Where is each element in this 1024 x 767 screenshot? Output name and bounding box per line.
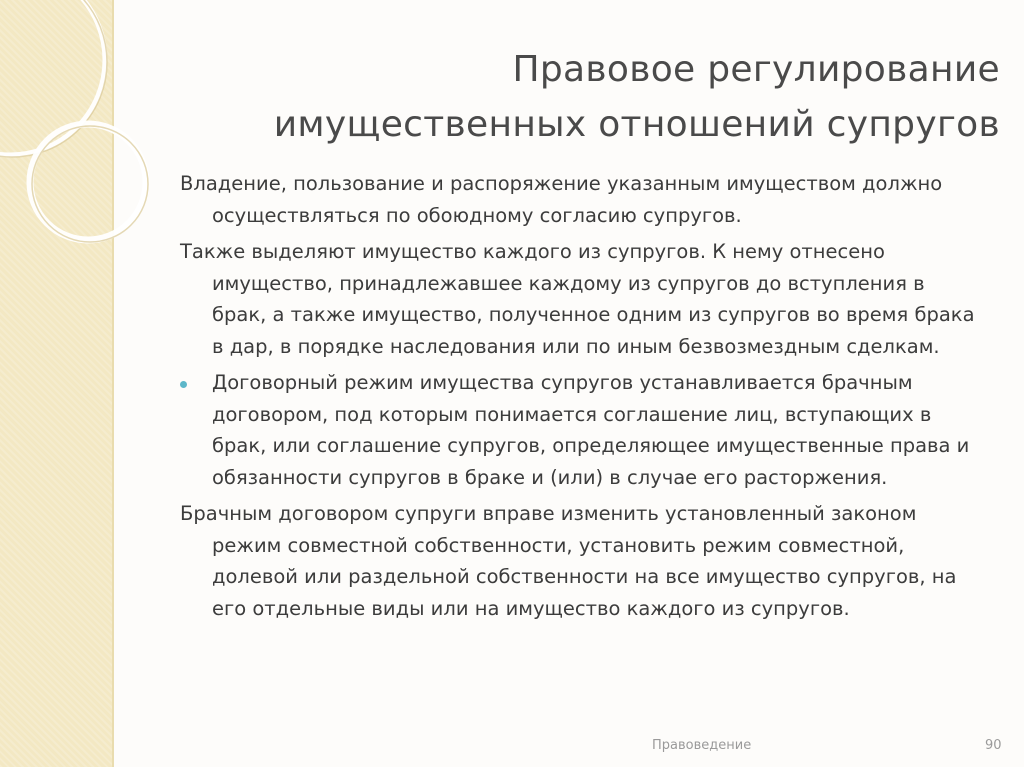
- page-number: 90: [985, 738, 1002, 753]
- decorative-rings: [0, 0, 140, 320]
- paragraph-4: Брачным договором супруги вправе изменить установленный законом режим совместной собственности, установить режим совместной, долевой или раздельной собственности на все имущество супругов, на его отдельные виды или на имущество каждого из супругов.: [180, 502, 957, 620]
- bullet-paragraph-text: Договорный режим имущества супругов устанавливается брачным договором, под которым понимается соглашение лиц, вступающих в брак, или соглашение супругов, определяющее имущественные права и обязанности супругов в браке и (или) в случае его расторжения.: [212, 371, 970, 489]
- paragraph-2: Также выделяют имущество каждого из супругов. К нему отнесено имущество, принадлежавшее каждому из супругов до вступления в брак, а также имущество, полученное одним из супругов во время брака в дар, в порядке наследования или по иным безвозмездным сделкам.: [180, 240, 975, 358]
- footer-label: Правоведение: [652, 738, 752, 753]
- slide-body: [180, 168, 980, 629]
- title-line-2: имущественных отношений супругов: [273, 104, 1000, 145]
- bullet-dot-icon: [180, 381, 187, 388]
- paragraph-1: Владение, пользование и распоряжение указанным имуществом должно осуществляться по обоюдному согласию супругов.: [180, 172, 943, 227]
- title-line-1: Правовое регулирование: [512, 49, 1000, 90]
- ring-large: [0, 0, 105, 155]
- ring-small-shadow: [32, 126, 148, 242]
- bullet-paragraph: [180, 367, 980, 493]
- slide-title: [200, 42, 1000, 152]
